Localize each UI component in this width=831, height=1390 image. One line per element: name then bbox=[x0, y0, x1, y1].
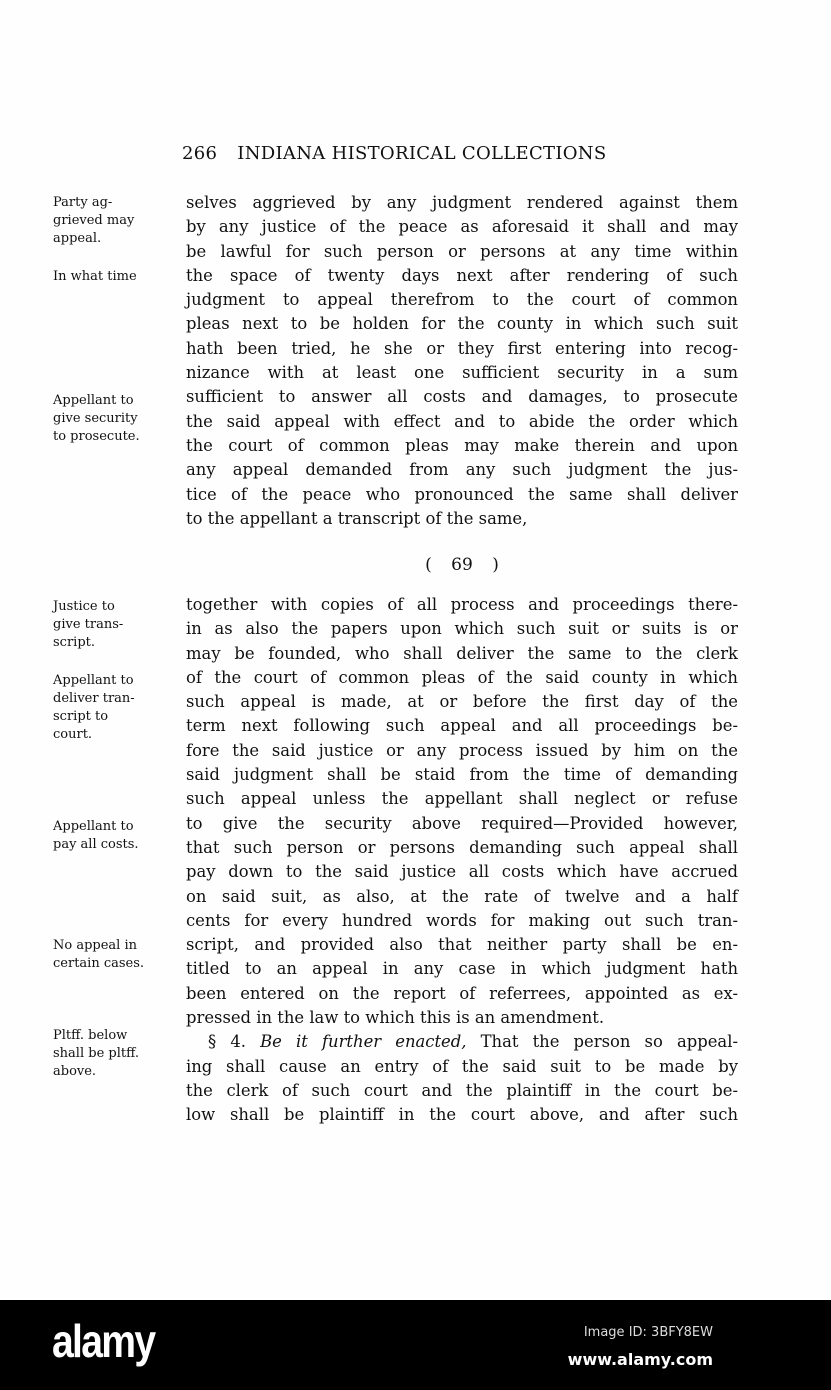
margin-note-line: In what time bbox=[53, 269, 137, 284]
body-text-block-2 bbox=[186, 593, 738, 1128]
text-line: the said appeal with effect and to abide the order which bbox=[186, 411, 738, 431]
text-line: selves aggrieved by any judgment rendered against them bbox=[186, 193, 738, 212]
margin-note bbox=[53, 818, 139, 854]
section-text: That the person so appeal- bbox=[480, 1032, 738, 1052]
watermark-url: www.alamy.com bbox=[567, 1350, 713, 1369]
margin-note bbox=[53, 194, 134, 248]
text-line: be lawful for such person or persons at any time within bbox=[186, 241, 738, 261]
margin-note-line: above. bbox=[53, 1064, 97, 1079]
margin-note bbox=[53, 1027, 139, 1081]
text-line: judgment to appeal therefrom to the court of common bbox=[186, 290, 738, 310]
page-marker: ( 69 ) bbox=[425, 555, 499, 575]
text-line: the clerk of such court and the plaintiff in the court be- bbox=[186, 1080, 738, 1100]
text-line: pay down to the said justice all costs which have accrued bbox=[186, 862, 738, 882]
text-line: hath been tried, he she or they first entering into recog- bbox=[186, 338, 738, 358]
enacting-clause: Be it further enacted, bbox=[260, 1032, 467, 1052]
text-line: together with copies of all process and proceedings there- bbox=[186, 595, 738, 614]
margin-note-line: script. bbox=[53, 635, 96, 650]
text-line: nizance with at least one sufficient security in a sum bbox=[186, 363, 738, 383]
margin-note-line: give trans- bbox=[53, 617, 124, 632]
margin-note-line: pay all costs. bbox=[53, 837, 139, 852]
text-line: to the appellant a transcript of the same, bbox=[186, 508, 528, 528]
image-id: Image ID: 3BFY8EW bbox=[583, 1325, 713, 1340]
text-line: pleas next to be holden for the county in which such suit bbox=[186, 314, 738, 334]
margin-note bbox=[53, 392, 140, 446]
text-line: fore the said justice or any process issued by him on the bbox=[186, 740, 738, 760]
text-line: such appeal is made, at or before the first day of the bbox=[186, 692, 738, 712]
text-line: cents for every hundred words for making out such tran- bbox=[186, 910, 738, 930]
margin-note bbox=[53, 598, 123, 652]
margin-note-line: give security bbox=[53, 411, 138, 426]
text-line: to give the security above required—Provided however, bbox=[186, 813, 738, 833]
margin-note-line: deliver tran- bbox=[53, 691, 135, 706]
margin-note-line: to prosecute. bbox=[53, 429, 140, 444]
text-line: term next following such appeal and all proceedings be- bbox=[186, 716, 738, 736]
section-4-line bbox=[186, 1030, 738, 1054]
margin-note-line: grieved may bbox=[53, 213, 135, 228]
margin-note-line: court. bbox=[53, 727, 93, 742]
margin-note-line: No appeal in bbox=[53, 938, 137, 953]
text-line: said judgment shall be staid from the time of demanding bbox=[186, 765, 738, 785]
margin-note-line: Justice to bbox=[53, 599, 115, 614]
margin-note bbox=[53, 268, 137, 286]
margin-note-line: script to bbox=[53, 709, 109, 724]
text-line: low shall be plaintiff in the court above, and after such bbox=[186, 1105, 738, 1125]
body-text-block-1 bbox=[186, 191, 738, 531]
margin-note-line: Party ag- bbox=[53, 195, 113, 210]
text-line: such appeal unless the appellant shall neglect or refuse bbox=[186, 789, 738, 809]
section-mark: § 4. bbox=[208, 1032, 246, 1052]
text-line: in as also the papers upon which such suit or suits is or bbox=[186, 619, 738, 639]
text-line: script, and provided also that neither party shall be en- bbox=[186, 935, 738, 955]
alamy-logo: alamy bbox=[52, 1315, 155, 1367]
text-line: been entered on the report of referrees, appointed as ex- bbox=[186, 983, 738, 1003]
text-line: that such person or persons demanding such appeal shall bbox=[186, 837, 738, 857]
text-line: by any justice of the peace as aforesaid it shall and may bbox=[186, 217, 738, 237]
text-line: the court of common pleas may make therein and upon bbox=[186, 435, 738, 455]
margin-note-line: Appellant to bbox=[53, 393, 134, 408]
margin-note-line: Pltff. below bbox=[53, 1028, 128, 1043]
margin-note bbox=[53, 672, 135, 744]
margin-note-line: Appellant to bbox=[53, 819, 134, 834]
text-line: the space of twenty days next after rendering of such bbox=[186, 265, 738, 285]
page-header bbox=[182, 143, 742, 164]
text-line: tice of the peace who pronounced the same shall deliver bbox=[186, 484, 738, 504]
text-line: titled to an appeal in any case in which judgment hath bbox=[186, 959, 738, 979]
text-line: on said suit, as also, at the rate of twelve and a half bbox=[186, 886, 738, 906]
page-number: 266 bbox=[182, 143, 218, 164]
margin-note-line: certain cases. bbox=[53, 956, 145, 971]
text-line: ing shall cause an entry of the said suit to be made by bbox=[186, 1056, 738, 1076]
margin-note-line: Appellant to bbox=[53, 673, 134, 688]
margin-note bbox=[53, 937, 144, 973]
watermark-bar bbox=[0, 1300, 831, 1390]
margin-note-line: shall be pltff. bbox=[53, 1046, 139, 1061]
text-line: of the court of common pleas of the said county in which bbox=[186, 667, 738, 687]
running-title: INDIANA HISTORICAL COLLECTIONS bbox=[237, 143, 607, 164]
text-line: sufficient to answer all costs and damages, to prosecute bbox=[186, 387, 738, 407]
text-line: pressed in the law to which this is an amendment. bbox=[186, 1008, 605, 1028]
text-line: any appeal demanded from any such judgment the jus- bbox=[186, 460, 738, 480]
text-line: may be founded, who shall deliver the same to the clerk bbox=[186, 643, 738, 663]
margin-note-line: appeal. bbox=[53, 231, 102, 246]
